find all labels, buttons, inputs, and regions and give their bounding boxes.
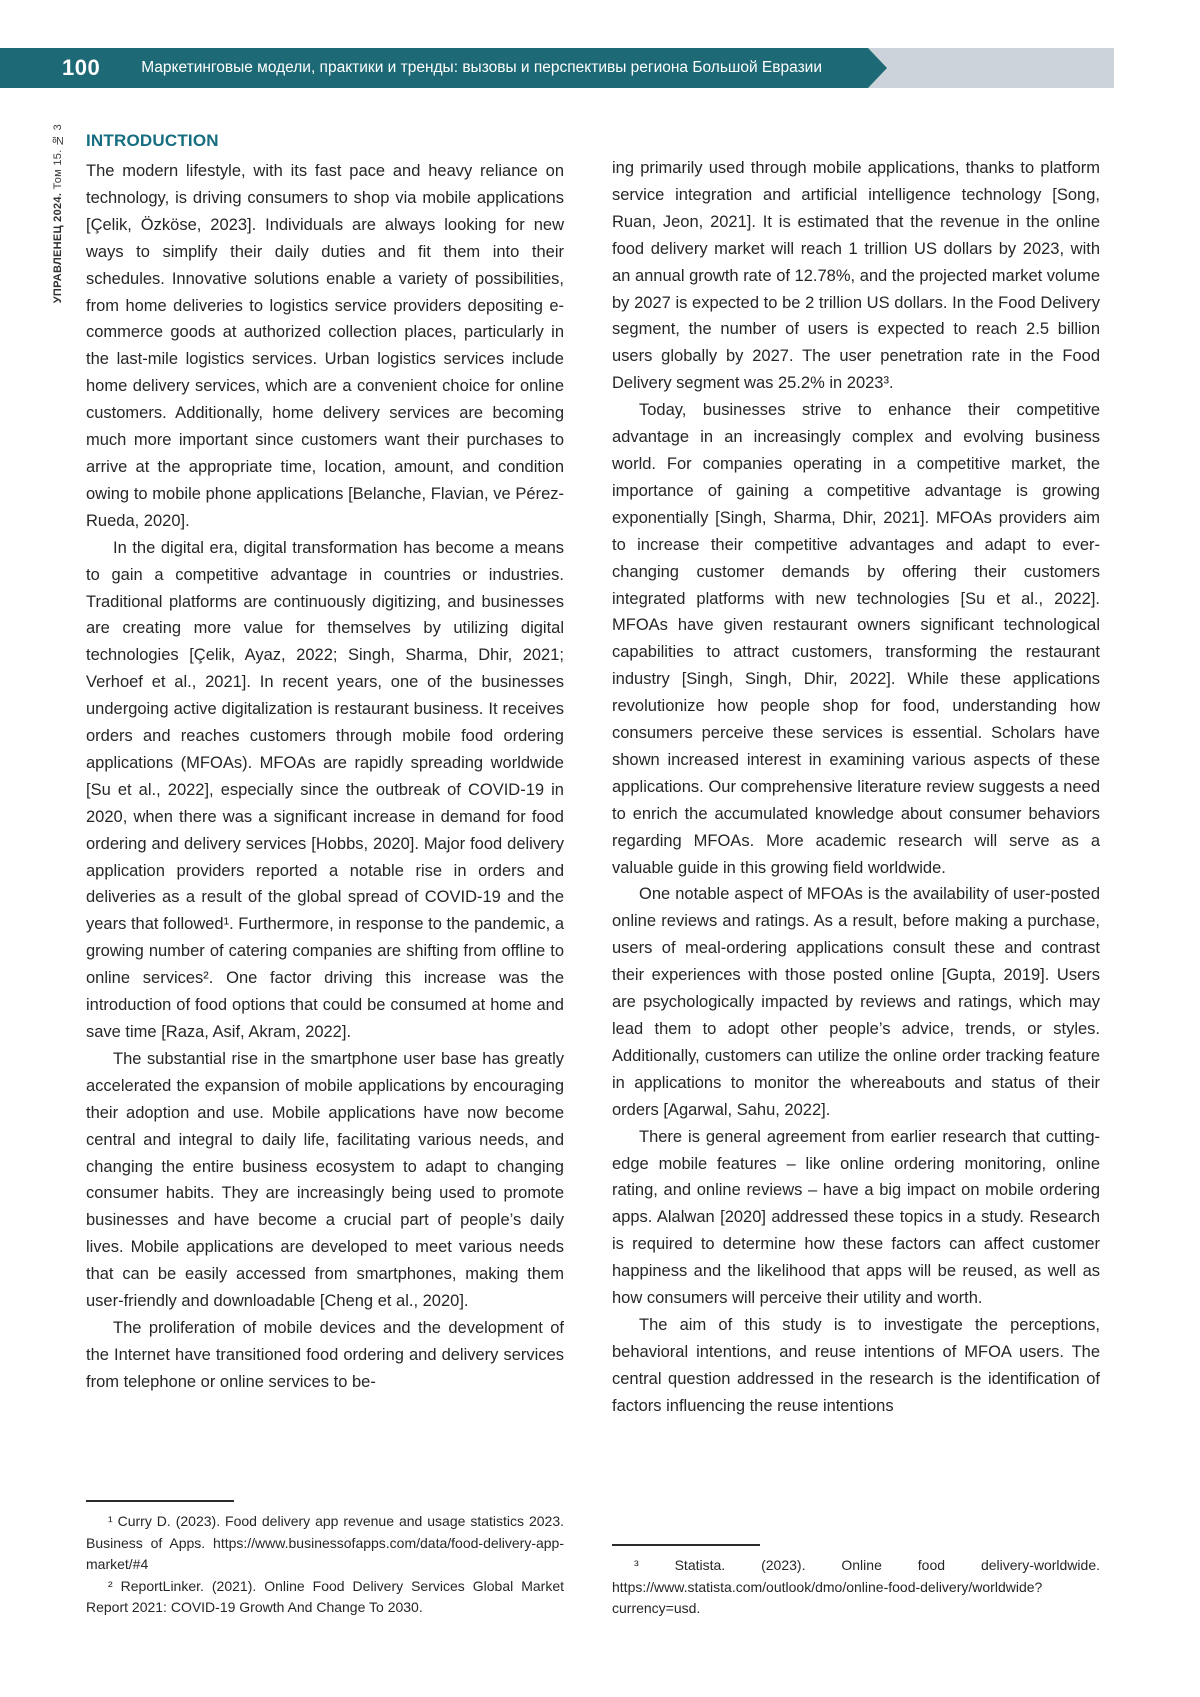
journal-volume-issue: Том 15. № 3 (52, 124, 64, 193)
right-footnotes (612, 1544, 1100, 1620)
left-footnotes (86, 1500, 564, 1619)
right-column (612, 155, 1100, 1420)
body-paragraph: The modern lifestyle, with its fast pace and heavy reliance on technology, is driving consumers to shop via mobile applications [Çelik, Özköse, 2023]. Individuals are always looking for new ways to simplify their daily duties and fit them into their schedules. Innovative solutions enable a variety of possibilities, from home deliveries to logistics service providers depositing e-commerce goods at authorized collection places, particularly in the last-mile logistics services. Urban logistics services include home delivery services, which are a convenient choice for online customers. Additionally, home delivery services are becoming much more important since customers want their purchases to arrive at the appropriate time, location, amount, and condition owing to mobile phone applications [Belanche, Flavian, ve Pérez-Rueda, 2020]. (86, 162, 564, 530)
footnote: ¹ Curry D. (2023). Food delivery app revenue and usage statistics 2023. Business of Apps. https://www.businessofapps.com/data/food-delivery-app-market/#4 (86, 1513, 564, 1573)
journal-volume-label (52, 124, 64, 303)
page-number: 100 (62, 55, 101, 80)
footnote: ² ReportLinker. (2021). Online Food Delivery Services Global Market Report 2021: COVID-19 Growth And Change To 2030. (86, 1577, 564, 1616)
body-paragraph: ing primarily used through mobile applications, thanks to platform service integration and artificial intelligence technology [Song, Ruan, Jeon, 2021]. It is estimated that the revenue in the online food delivery market will reach 1 trillion US dollars by 2023, with an annual growth rate of 12.78%, and the projected market volume by 2027 is expected to be 2 trillion US dollars. In the Food Delivery segment, the number of users is expected to reach 2.5 billion users globally by 2027. The user penetration rate in the Food Delivery segment was 25.2% in 2023³. (612, 159, 1100, 393)
body-paragraph: In the digital era, digital transformation has become a means to gain a competitive advantage in countries or industries. Traditional platforms are continuously digitizing, and businesses are creating more value for themselves by utilizing digital technologies [Çelik, Ayaz, 2022; Singh, Sharma, Dhir, 2021; Verhoef et al., 2021]. In recent years, one of the businesses undergoing active digitalization is restaurant business. It receives orders and reaches customers through mobile food ordering applications (MFOAs). MFOAs are rapidly spreading worldwide [Su et al., 2022], especially since the outbreak of COVID-19 in 2020, when there was a significant increase in demand for food ordering and delivery services [Hobbs, 2020]. Major food delivery application providers reported a notable rise in orders and deliveries as a result of the global spread of COVID-19 and the years that followed¹. Furthermore, in response to the pandemic, a growing number of catering companies are shifting from offline to online services². One factor driving this increase was the introduction of food options that could be consumed at home and save time [Raza, Asif, Akram, 2022]. (86, 538, 564, 1041)
body-paragraph: The aim of this study is to investigate the perceptions, behavioral intentions, and reuse intentions of MFOA users. The central question addressed in the research is the identification of factors influencing the reuse intentions (612, 1315, 1100, 1415)
header-arrow-icon (868, 48, 887, 88)
body-paragraph: Today, businesses strive to enhance their competitive advantage in an increasingly complex and evolving business world. For companies operating in a competitive market, the importance of gaining a competitive advantage is growing exponentially [Singh, Sharma, Dhir, 2021]. MFOAs providers aim to increase their competitive advantages and adapt to ever-changing customer demands by offering their customers integrated platforms with new technologies [Su et al., 2022]. MFOAs have given restaurant owners significant technological capabilities to attract customers, transforming the restaurant industry [Singh, Singh, Dhir, 2022]. While these applications revolutionize how people shop for food, understanding how consumers perceive these services is essential. Scholars have shown increased interest in examining various aspects of these applications. Our comprehensive literature review suggests a need to enrich the accumulated knowledge about consumer behaviors regarding MFOAs. More academic research will serve as a valuable guide in this growing field worldwide. (612, 401, 1100, 877)
header-teal-band (0, 48, 868, 88)
footnote-rule (86, 1500, 234, 1502)
body-paragraph: One notable aspect of MFOAs is the availability of user-posted online reviews and ratings. As a result, before making a purchase, users of meal-ordering applications consult these and contrast their experiences with those posted online [Gupta, 2019]. Users are psychologically impacted by reviews and ratings, which may lead them to adopt other people’s advice, trends, or styles. Additionally, customers can utilize the online order tracking feature in applications to monitor the whereabouts and status of their orders [Agarwal, Sahu, 2022]. (612, 885, 1100, 1119)
section-heading: INTRODUCTION (86, 131, 219, 150)
left-column (86, 131, 564, 1396)
footnote: ³ Statista. (2023). Online food delivery-worldwide. https://www.statista.com/outlook/dmo/online-food-delivery/worldwide?currency=usd. (612, 1557, 1100, 1617)
journal-name-year: УПРАВЛЕНЕЦ 2024. (52, 192, 64, 304)
footnote-rule (612, 1544, 760, 1546)
running-title: Маркетинговые модели, практики и тренды: вызовы и перспективы региона Большой Евразии (141, 59, 822, 76)
body-paragraph: The substantial rise in the smartphone user base has greatly accelerated the expansion of mobile applications by encouraging their adoption and use. Mobile applications have now become central and integral to daily life, facilitating various needs, and changing the entire business ecosystem to adapt to changing consumer habits. They are increasingly being used to promote businesses and have become a crucial part of people’s daily lives. Mobile applications are developed to meet various needs that can be easily accessed from smartphones, making them user-friendly and downloadable [Cheng et al., 2020]. (86, 1049, 564, 1311)
body-paragraph: The proliferation of mobile devices and the development of the Internet have transitioned food ordering and delivery services from telephone or online services to be- (86, 1318, 564, 1391)
body-paragraph: There is general agreement from earlier research that cutting-edge mobile features – like online ordering monitoring, online rating, and online reviews – have a big impact on mobile ordering apps. Alalwan [2020] addressed these topics in a study. Research is required to determine how these factors can affect customer happiness and the likelihood that apps will be reused, as well as how consumers will perceive their utility and worth. (612, 1127, 1100, 1308)
